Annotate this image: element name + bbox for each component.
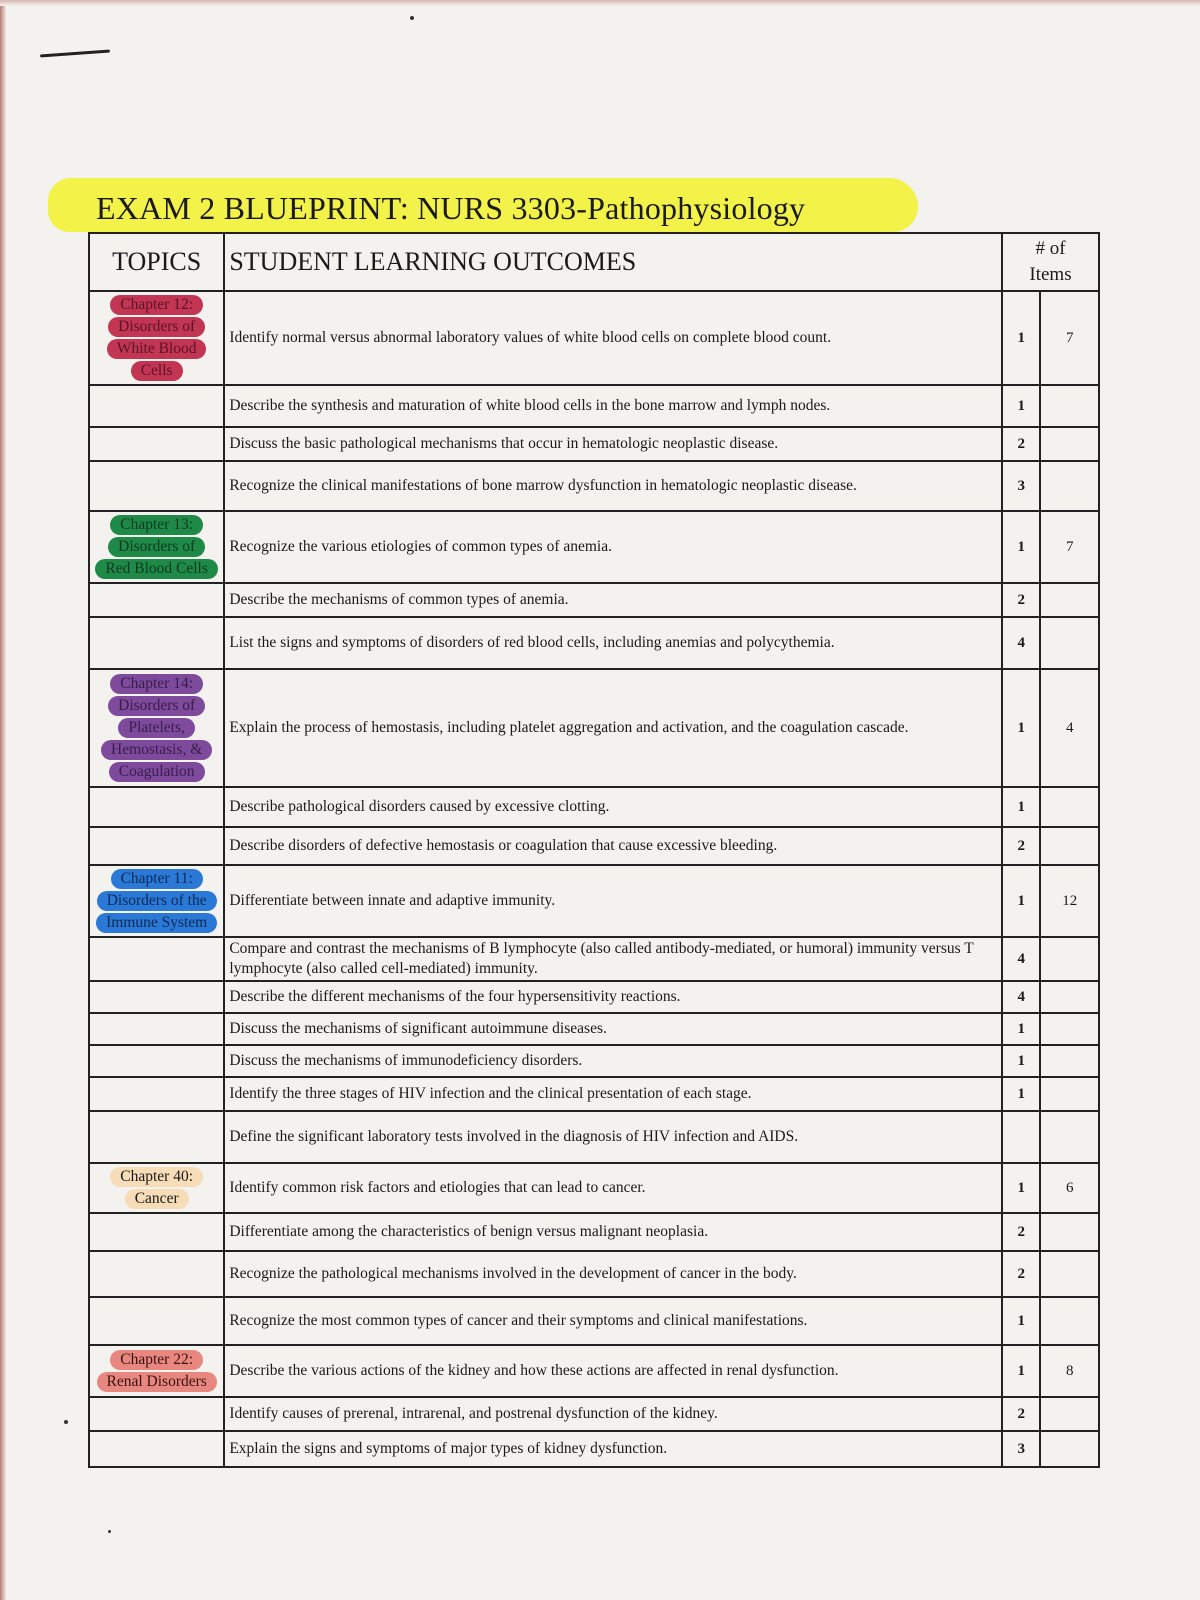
chapter-total-cell [1040,827,1099,865]
chapter-label [94,869,219,933]
chapter-label [94,674,219,782]
chapter-total-cell [1040,787,1099,827]
table-row [89,1297,1099,1345]
chapter-total-cell [1040,1213,1099,1251]
topic-cell [89,1213,224,1251]
topic-cell [89,1397,224,1431]
outcome-cell: Differentiate among the characteristics of benign versus malignant neoplasia. [224,1213,1002,1251]
table-body [89,291,1099,1467]
outcome-cell: Describe the different mechanisms of the four hypersensitivity reactions. [224,981,1002,1013]
item-count-cell: 1 [1002,1013,1040,1045]
table-row [89,787,1099,827]
item-count-cell: 1 [1002,1297,1040,1345]
table-row [89,617,1099,669]
table-row [89,1431,1099,1467]
chapter-total-cell [1040,1397,1099,1431]
outcome-cell: Describe the synthesis and maturation of white blood cells in the bone marrow and lymph nodes. [224,385,1002,427]
outcome-cell: Differentiate between innate and adaptive immunity. [224,865,1002,937]
item-count-cell: 1 [1002,291,1040,385]
topic-cell [89,669,224,787]
table-row [89,1397,1099,1431]
chapter-label-line: Disorders of [108,537,205,557]
items-header-line2: Items [1029,264,1072,285]
item-count-cell: 1 [1002,1045,1040,1077]
table-row [89,1111,1099,1163]
outcome-cell: Recognize the pathological mechanisms involved in the development of cancer in the body. [224,1251,1002,1297]
outcome-cell: Compare and contrast the mechanisms of B lymphocyte (also called antibody-mediated, or humoral) immunity versus T lymphocyte (also called cell-mediated) immunity. [224,937,1002,981]
chapter-label-line: Chapter 12: [110,295,203,315]
item-count-cell: 1 [1002,511,1040,583]
outcome-cell: Define the significant laboratory tests involved in the diagnosis of HIV infection and AIDS. [224,1111,1002,1163]
item-count-cell: 4 [1002,617,1040,669]
outcome-cell: Discuss the basic pathological mechanisms that occur in hematologic neoplastic disease. [224,427,1002,461]
chapter-label-line: Chapter 40: [110,1167,203,1187]
table-row [89,583,1099,617]
topic-cell [89,1077,224,1111]
outcome-cell: Identify causes of prerenal, intrarenal, and postrenal dysfunction of the kidney. [224,1397,1002,1431]
item-count-cell: 4 [1002,981,1040,1013]
chapter-label-line: Renal Disorders [97,1372,217,1392]
table-row [89,937,1099,981]
chapter-label-line: Chapter 13: [110,515,203,535]
blueprint-table [88,232,1100,1468]
chapter-total-cell [1040,981,1099,1013]
topic-cell [89,827,224,865]
chapter-total-cell: 8 [1040,1345,1099,1397]
item-count-cell: 2 [1002,583,1040,617]
chapter-total-cell [1040,385,1099,427]
topics-header: TOPICS [89,233,224,291]
table-row [89,385,1099,427]
chapter-label [94,515,219,579]
pen-mark [40,50,110,58]
table-row [89,1045,1099,1077]
topic-cell [89,511,224,583]
chapter-label [94,1350,219,1392]
item-count-cell: 3 [1002,1431,1040,1467]
chapter-label-line: Disorders of [108,317,205,337]
outcome-cell: Recognize the various etiologies of common types of anemia. [224,511,1002,583]
outcomes-header: STUDENT LEARNING OUTCOMES [224,233,1002,291]
chapter-label [94,295,219,381]
table-row [89,827,1099,865]
topic-cell [89,1111,224,1163]
table-row [89,1013,1099,1045]
item-count-cell: 3 [1002,461,1040,511]
item-count-cell: 2 [1002,1397,1040,1431]
chapter-label-line: Chapter 22: [110,1350,203,1370]
chapter-label-line: Chapter 11: [111,869,203,889]
topic-cell [89,865,224,937]
outcome-cell: Explain the process of hemostasis, including platelet aggregation and activation, and the coagulation cascade. [224,669,1002,787]
outcome-cell: Identify normal versus abnormal laboratory values of white blood cells on complete blood count. [224,291,1002,385]
topic-cell [89,1431,224,1467]
chapter-total-cell: 7 [1040,511,1099,583]
outcome-cell: Describe disorders of defective hemostasis or coagulation that cause excessive bleeding. [224,827,1002,865]
item-count-cell: 1 [1002,385,1040,427]
table-row [89,1345,1099,1397]
item-count-cell: 1 [1002,1345,1040,1397]
chapter-label-line: Coagulation [109,762,205,782]
item-count-cell: 2 [1002,1251,1040,1297]
topic-cell [89,291,224,385]
pen-dot [64,1420,68,1424]
table-row [89,427,1099,461]
chapter-label-line: Disorders of [108,696,205,716]
chapter-total-cell [1040,583,1099,617]
pen-dot [410,16,414,20]
item-count-cell [1002,1111,1040,1163]
topic-cell [89,937,224,981]
chapter-total-cell [1040,1045,1099,1077]
chapter-label-line: Disorders of the [97,891,217,911]
table-row [89,1213,1099,1251]
chapter-label-line: Platelets, [118,718,194,738]
topic-cell [89,617,224,669]
topic-cell [89,1163,224,1213]
chapter-total-cell [1040,1431,1099,1467]
topic-cell [89,583,224,617]
chapter-total-cell [1040,1251,1099,1297]
topic-cell [89,1297,224,1345]
item-count-cell: 1 [1002,787,1040,827]
paper-edge-top [0,0,1200,6]
outcome-cell: Discuss the mechanisms of immunodeficiency disorders. [224,1045,1002,1077]
topic-cell [89,1251,224,1297]
outcome-cell: Identify common risk factors and etiologies that can lead to cancer. [224,1163,1002,1213]
chapter-total-cell [1040,427,1099,461]
outcome-cell: Describe the mechanisms of common types of anemia. [224,583,1002,617]
item-count-cell: 1 [1002,865,1040,937]
title-block [48,178,918,232]
topic-cell [89,461,224,511]
items-header-line1: # of [1035,238,1066,259]
header-row [89,233,1099,291]
chapter-total-cell [1040,617,1099,669]
topic-cell [89,385,224,427]
chapter-total-cell [1040,937,1099,981]
chapter-total-cell [1040,1297,1099,1345]
outcome-cell: Explain the signs and symptoms of major types of kidney dysfunction. [224,1431,1002,1467]
paper-edge [0,0,6,1600]
chapter-total-cell [1040,1077,1099,1111]
topic-cell [89,427,224,461]
outcome-cell: Recognize the clinical manifestations of bone marrow dysfunction in hematologic neoplastic disease. [224,461,1002,511]
item-count-cell: 2 [1002,1213,1040,1251]
outcome-cell: Identify the three stages of HIV infection and the clinical presentation of each stage. [224,1077,1002,1111]
chapter-label-line: Cancer [125,1189,189,1209]
table-row [89,865,1099,937]
topic-cell [89,1345,224,1397]
chapter-total-cell: 7 [1040,291,1099,385]
chapter-total-cell: 4 [1040,669,1099,787]
chapter-total-cell: 12 [1040,865,1099,937]
outcome-cell: Describe the various actions of the kidney and how these actions are affected in renal dysfunction. [224,1345,1002,1397]
table-row [89,1251,1099,1297]
outcome-cell: List the signs and symptoms of disorders of red blood cells, including anemias and polycythemia. [224,617,1002,669]
outcome-cell: Recognize the most common types of cancer and their symptoms and clinical manifestations. [224,1297,1002,1345]
outcome-cell: Discuss the mechanisms of significant autoimmune diseases. [224,1013,1002,1045]
topic-cell [89,1013,224,1045]
topic-cell [89,1045,224,1077]
topic-cell [89,981,224,1013]
item-count-cell: 1 [1002,669,1040,787]
chapter-label-line: Chapter 14: [110,674,203,694]
table-row [89,291,1099,385]
table-row [89,461,1099,511]
table-row [89,1077,1099,1111]
chapter-total-cell [1040,1013,1099,1045]
table-row [89,981,1099,1013]
chapter-total-cell [1040,1111,1099,1163]
chapter-total-cell: 6 [1040,1163,1099,1213]
item-count-cell: 2 [1002,427,1040,461]
table-row [89,669,1099,787]
chapter-label-line: White Blood [107,339,207,359]
item-count-cell: 1 [1002,1163,1040,1213]
chapter-label-line: Red Blood Cells [95,559,217,579]
item-count-cell: 2 [1002,827,1040,865]
topic-cell [89,787,224,827]
table-row [89,511,1099,583]
chapter-label [94,1167,219,1209]
table-row [89,1163,1099,1213]
items-header [1002,233,1099,291]
pen-dot [108,1530,111,1533]
page-title: EXAM 2 BLUEPRINT: NURS 3303-Pathophysiology [96,190,806,226]
outcome-cell: Describe pathological disorders caused by excessive clotting. [224,787,1002,827]
chapter-label-line: Hemostasis, & [101,740,212,760]
chapter-label-line: Cells [131,361,183,381]
item-count-cell: 1 [1002,1077,1040,1111]
chapter-total-cell [1040,461,1099,511]
item-count-cell: 4 [1002,937,1040,981]
chapter-label-line: Immune System [96,913,217,933]
